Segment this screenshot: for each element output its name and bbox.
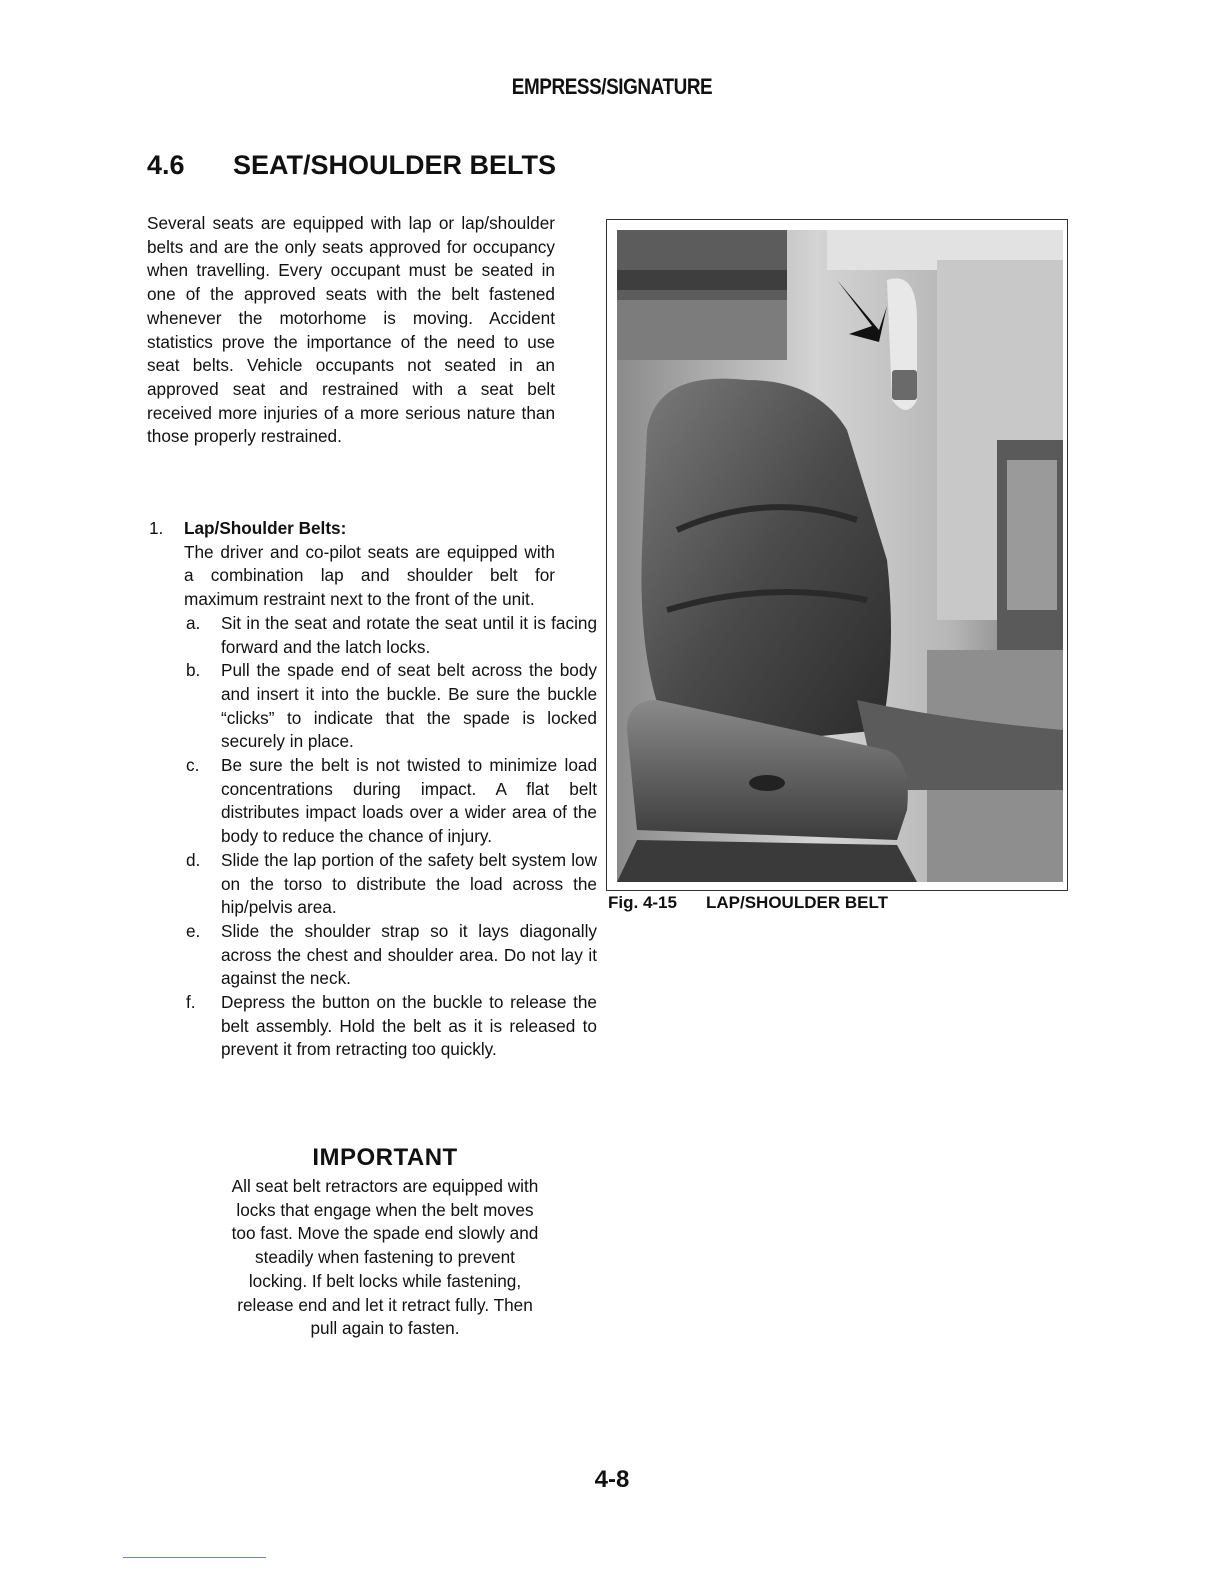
item-description: The driver and co-pilot seats are equipped with a combination lap and shoulder belt for maximum restraint next to the front of the unit. <box>184 541 555 610</box>
step-item <box>147 612 597 659</box>
figure-number: Fig. 4-15 <box>608 893 677 912</box>
page-number: 4-8 <box>594 1466 630 1493</box>
step-item <box>147 849 597 920</box>
step-list <box>147 612 597 1062</box>
step-letter: b. <box>186 660 201 681</box>
step-letter: e. <box>186 920 201 941</box>
figure-caption <box>608 893 888 913</box>
step-item <box>147 754 597 849</box>
important-text: All seat belt retractors are equipped with locks that engage when the belt moves too fast. Move the spade end slowly and steadily when fastening to prevent locking. If belt locks while fastening, release end and let it retract fully. Then pull again to fasten. <box>231 1176 539 1339</box>
step-text: Slide the shoulder strap so it lays diagonally across the chest and shoulder area. Do not lay it against the neck. <box>221 920 597 989</box>
step-letter: d. <box>186 849 201 870</box>
running-header: EMPRESS/SIGNATURE <box>511 74 713 99</box>
important-notice <box>230 1143 540 1341</box>
step-letter: a. <box>186 612 201 633</box>
step-text: Depress the button on the buckle to release the belt assembly. Hold the belt as it is released to prevent it from retracting too quickly. <box>221 992 597 1060</box>
item-heading <box>147 517 597 541</box>
item-number: 1. <box>149 518 164 538</box>
figure-frame <box>606 219 1068 891</box>
step-item <box>147 659 597 754</box>
step-text: Sit in the seat and rotate the seat until it is facing forward and the latch locks. <box>221 612 597 657</box>
section-number: 4.6 <box>147 150 185 180</box>
seat-belt-photo <box>617 230 1063 882</box>
item-title: Lap/Shoulder Belts: <box>184 518 347 538</box>
numbered-item <box>147 517 597 1062</box>
figure-caption-text: LAP/SHOULDER BELT <box>706 893 888 912</box>
step-text: Slide the lap portion of the safety belt system low on the torso to distribute the load across the hip/pelvis area. <box>221 849 597 918</box>
step-item <box>147 920 597 991</box>
section-title: SEAT/SHOULDER BELTS <box>233 150 557 180</box>
step-letter: f. <box>186 992 196 1013</box>
footer-rule <box>123 1557 266 1558</box>
step-text: Be sure the belt is not twisted to minimize load concentrations during impact. A flat belt distributes impact loads over a wider area of the body to reduce the chance of injury. <box>221 755 597 847</box>
intro-paragraph: Several seats are equipped with lap or lap/shoulder belts and are the only seats approved for occupancy when travelling. Every occupant must be seated in one of the approved seats with the belt fastened whenever the motorhome is moving. Accident statistics prove the importance of the need to use seat belts. Vehicle occupants not seated in an approved seat and restrained with a seat belt received more injuries of a more serious nature than those properly restrained. <box>147 213 555 447</box>
section-heading <box>147 150 556 181</box>
important-title: IMPORTANT <box>312 1144 458 1171</box>
step-item <box>147 991 597 1062</box>
step-text: Pull the spade end of seat belt across the body and insert it into the buckle. Be sure the buckle “clicks” to indicate that the spade is locked securely in place. <box>221 660 597 752</box>
step-letter: c. <box>186 755 200 776</box>
